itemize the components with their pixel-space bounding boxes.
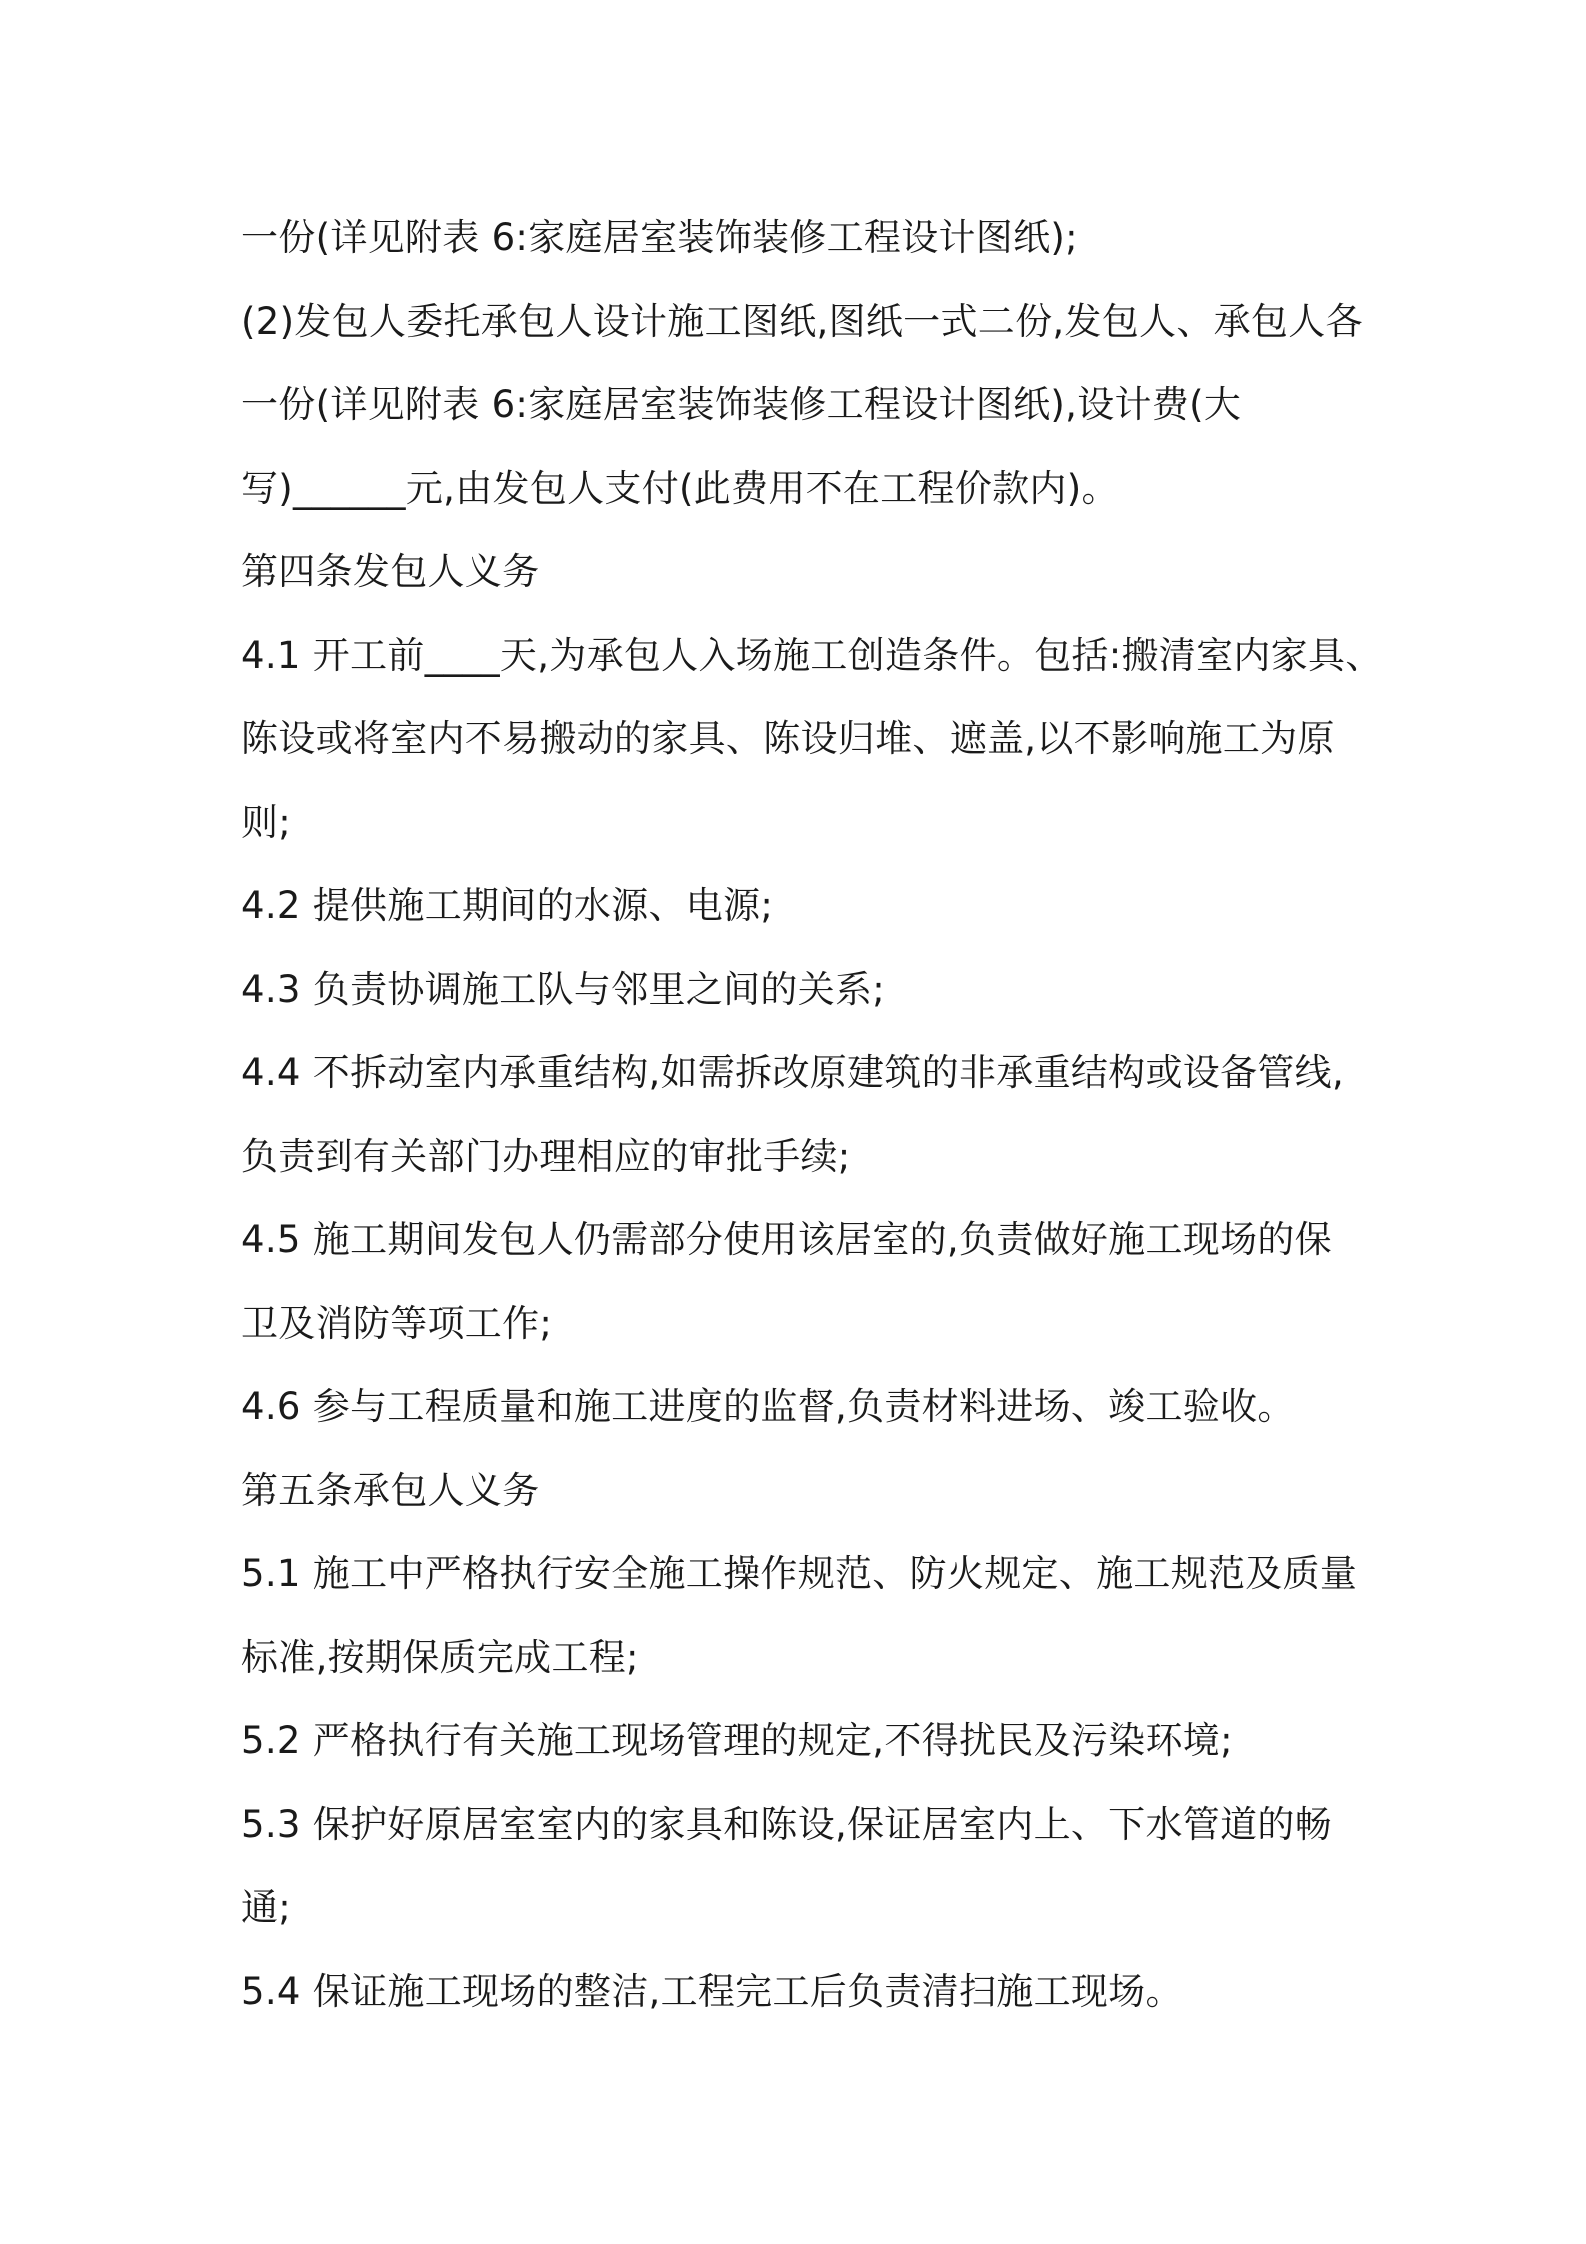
text-line: 一份(详见附表 6:家庭居室装饰装修工程设计图纸);	[241, 216, 1078, 259]
text-line: 卫及消防等项工作;	[241, 1301, 553, 1345]
text-line: 5.1 施工中严格执行安全施工操作规范、防火规定、施工规范及质量	[241, 1552, 1358, 1595]
text-line: 5.3 保护好原居室室内的家具和陈设,保证居室内上、下水管道的畅	[241, 1802, 1332, 1846]
text-line: 通;	[241, 1886, 292, 1929]
text-line: 则;	[241, 800, 292, 844]
text-line: 5.2 严格执行有关施工现场管理的规定,不得扰民及污染环境;	[241, 1719, 1233, 1762]
text-line: 4.4 不拆动室内承重结构,如需拆改原建筑的非承重结构或设备管线,	[241, 1051, 1345, 1094]
text-line: 4.1 开工前____天,为承包人入场施工创造条件。包括:搬清室内家具、	[241, 633, 1383, 677]
section-heading-article-5: 第五条承包人义务	[241, 1468, 540, 1512]
text-line: 负责到有关部门办理相应的审批手续;	[241, 1134, 851, 1178]
text-line: (2)发包人委托承包人设计施工图纸,图纸一式二份,发包人、承包人各	[241, 299, 1363, 343]
text-line: 4.5 施工期间发包人仍需部分使用该居室的,负责做好施工现场的保	[241, 1218, 1332, 1261]
text-line: 陈设或将室内不易搬动的家具、陈设归堆、遮盖,以不影响施工为原	[241, 717, 1335, 760]
text-line: 一份(详见附表 6:家庭居室装饰装修工程设计图纸),设计费(大	[241, 383, 1242, 426]
section-heading-article-4: 第四条发包人义务	[241, 550, 540, 593]
text-line: 4.6 参与工程质量和施工进度的监督,负责材料进场、竣工验收。	[241, 1385, 1295, 1428]
text-line: 5.4 保证施工现场的整洁,工程完工后负责清扫施工现场。	[241, 1969, 1183, 2013]
document-body	[241, 196, 1383, 2033]
text-line: 写)______元,由发包人支付(此费用不在工程价款内)。	[241, 466, 1119, 510]
text-line: 4.3 负责协调施工队与邻里之间的关系;	[241, 967, 886, 1011]
text-line: 标准,按期保质完成工程;	[241, 1635, 639, 1679]
text-line: 4.2 提供施工期间的水源、电源;	[241, 884, 774, 927]
